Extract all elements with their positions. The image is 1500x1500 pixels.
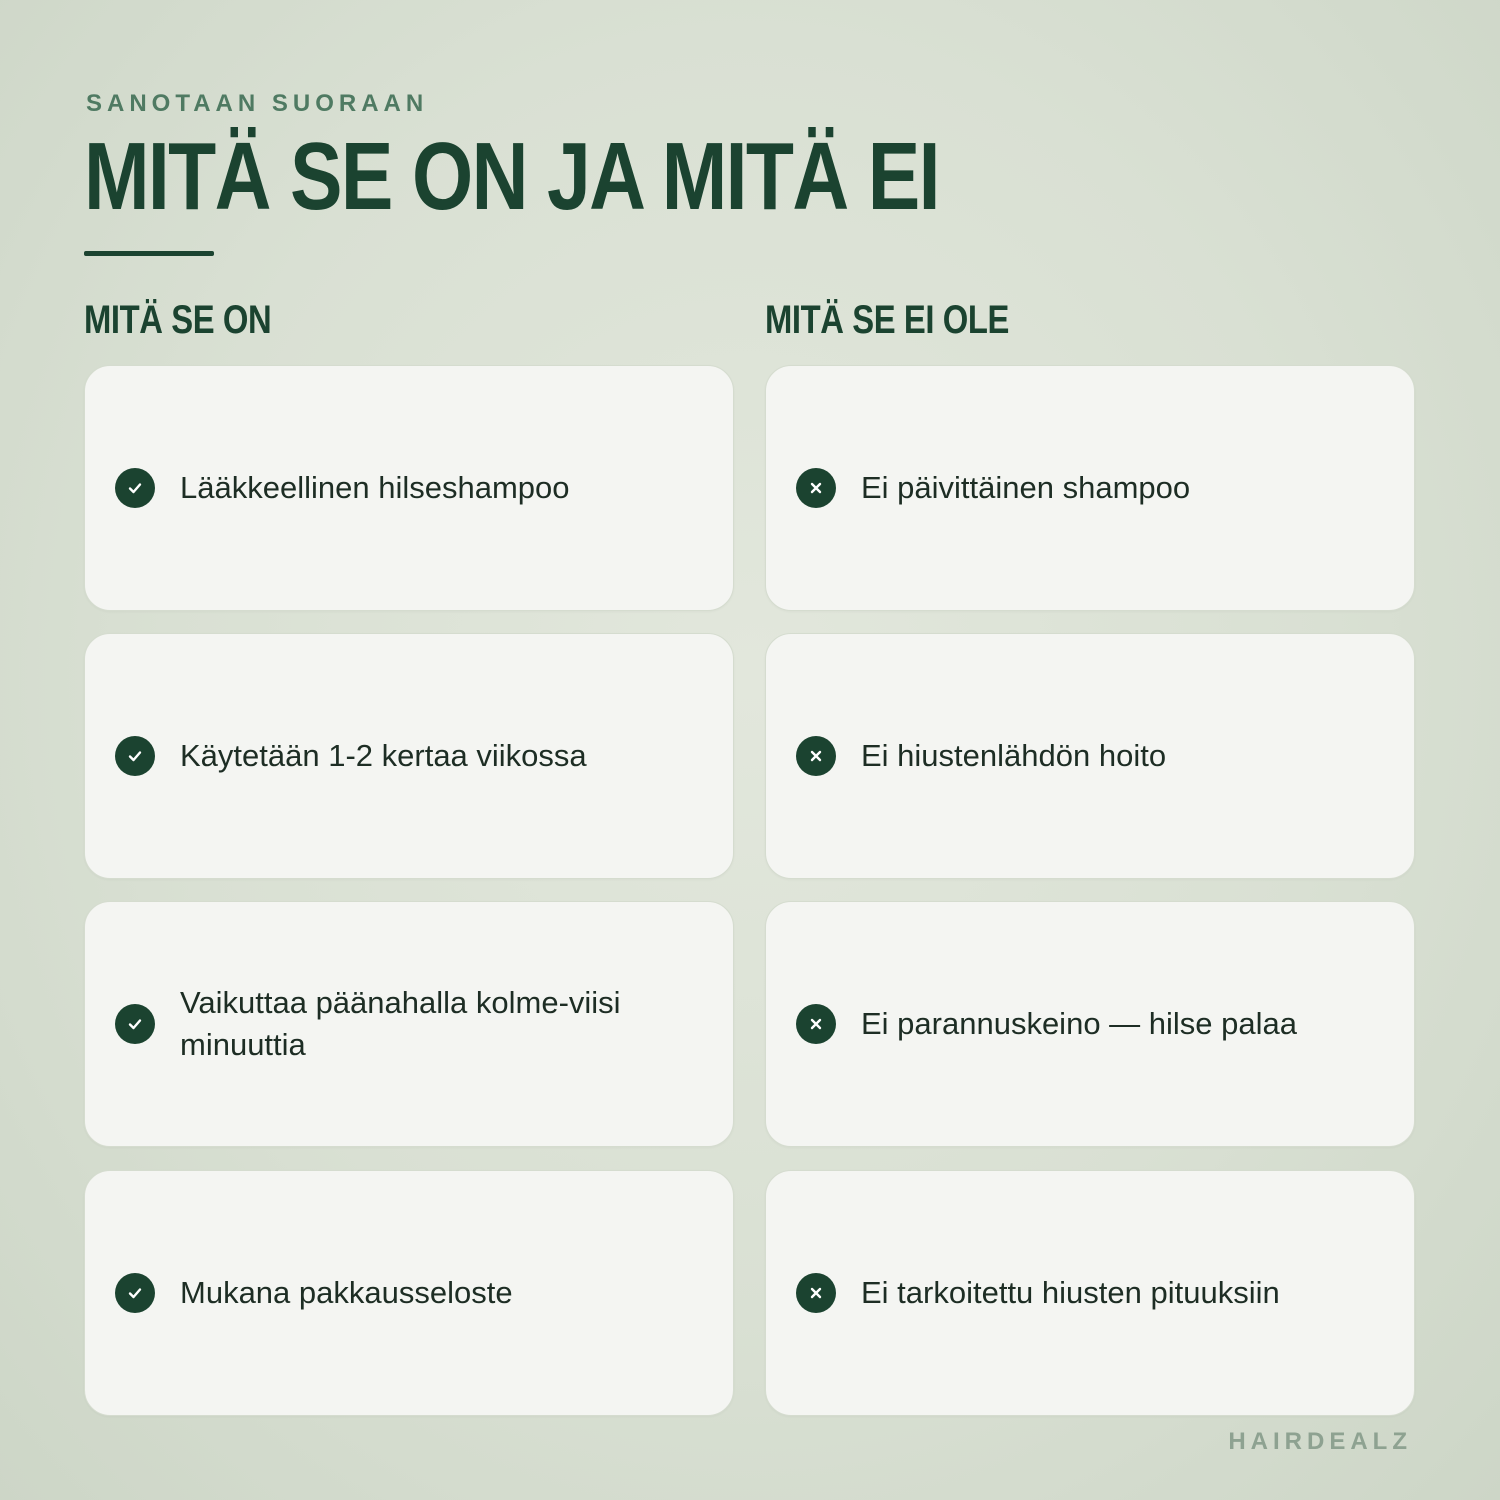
is-not-card-text: Ei päivittäinen shampoo xyxy=(861,470,1191,505)
check-icon xyxy=(115,736,155,776)
is-card-4 xyxy=(84,1170,734,1416)
is-not-card-text: Ei hiustenlähdön hoito xyxy=(861,738,1167,773)
is-not-card-2 xyxy=(765,633,1415,879)
is-not-card-text: Ei tarkoitettu hiusten pituuksiin xyxy=(861,1275,1280,1310)
x-icon xyxy=(796,736,836,776)
is-card-2 xyxy=(84,633,734,879)
brand-logo-text: HAIRDEALZ xyxy=(1228,1428,1412,1455)
column-title-is: MITÄ SE ON xyxy=(84,298,272,342)
is-card-text: Vaikuttaa päänahalla kolme-viisi minuuttia xyxy=(180,985,621,1062)
x-icon xyxy=(796,1004,836,1044)
is-card-text: Käytetään 1-2 kertaa viikossa xyxy=(180,738,587,773)
is-card-text: Lääkkeellinen hilseshampoo xyxy=(180,470,570,505)
x-icon xyxy=(796,468,836,508)
eyebrow-label: SANOTAAN SUORAAN xyxy=(86,90,429,117)
check-icon xyxy=(115,1004,155,1044)
is-not-card-3 xyxy=(765,901,1415,1147)
check-icon xyxy=(115,468,155,508)
is-card-1 xyxy=(84,365,734,611)
check-icon xyxy=(115,1273,155,1313)
is-card-text: Mukana pakkausseloste xyxy=(180,1275,513,1310)
page-title: MITÄ SE ON JA MITÄ EI xyxy=(84,123,939,230)
is-not-card-text: Ei parannuskeino — hilse palaa xyxy=(861,1006,1297,1041)
is-not-card-4 xyxy=(765,1170,1415,1416)
title-underline xyxy=(84,251,214,256)
column-title-is-not: MITÄ SE EI OLE xyxy=(765,298,1009,342)
x-icon xyxy=(796,1273,836,1313)
is-card-3 xyxy=(84,901,734,1147)
is-not-card-1 xyxy=(765,365,1415,611)
